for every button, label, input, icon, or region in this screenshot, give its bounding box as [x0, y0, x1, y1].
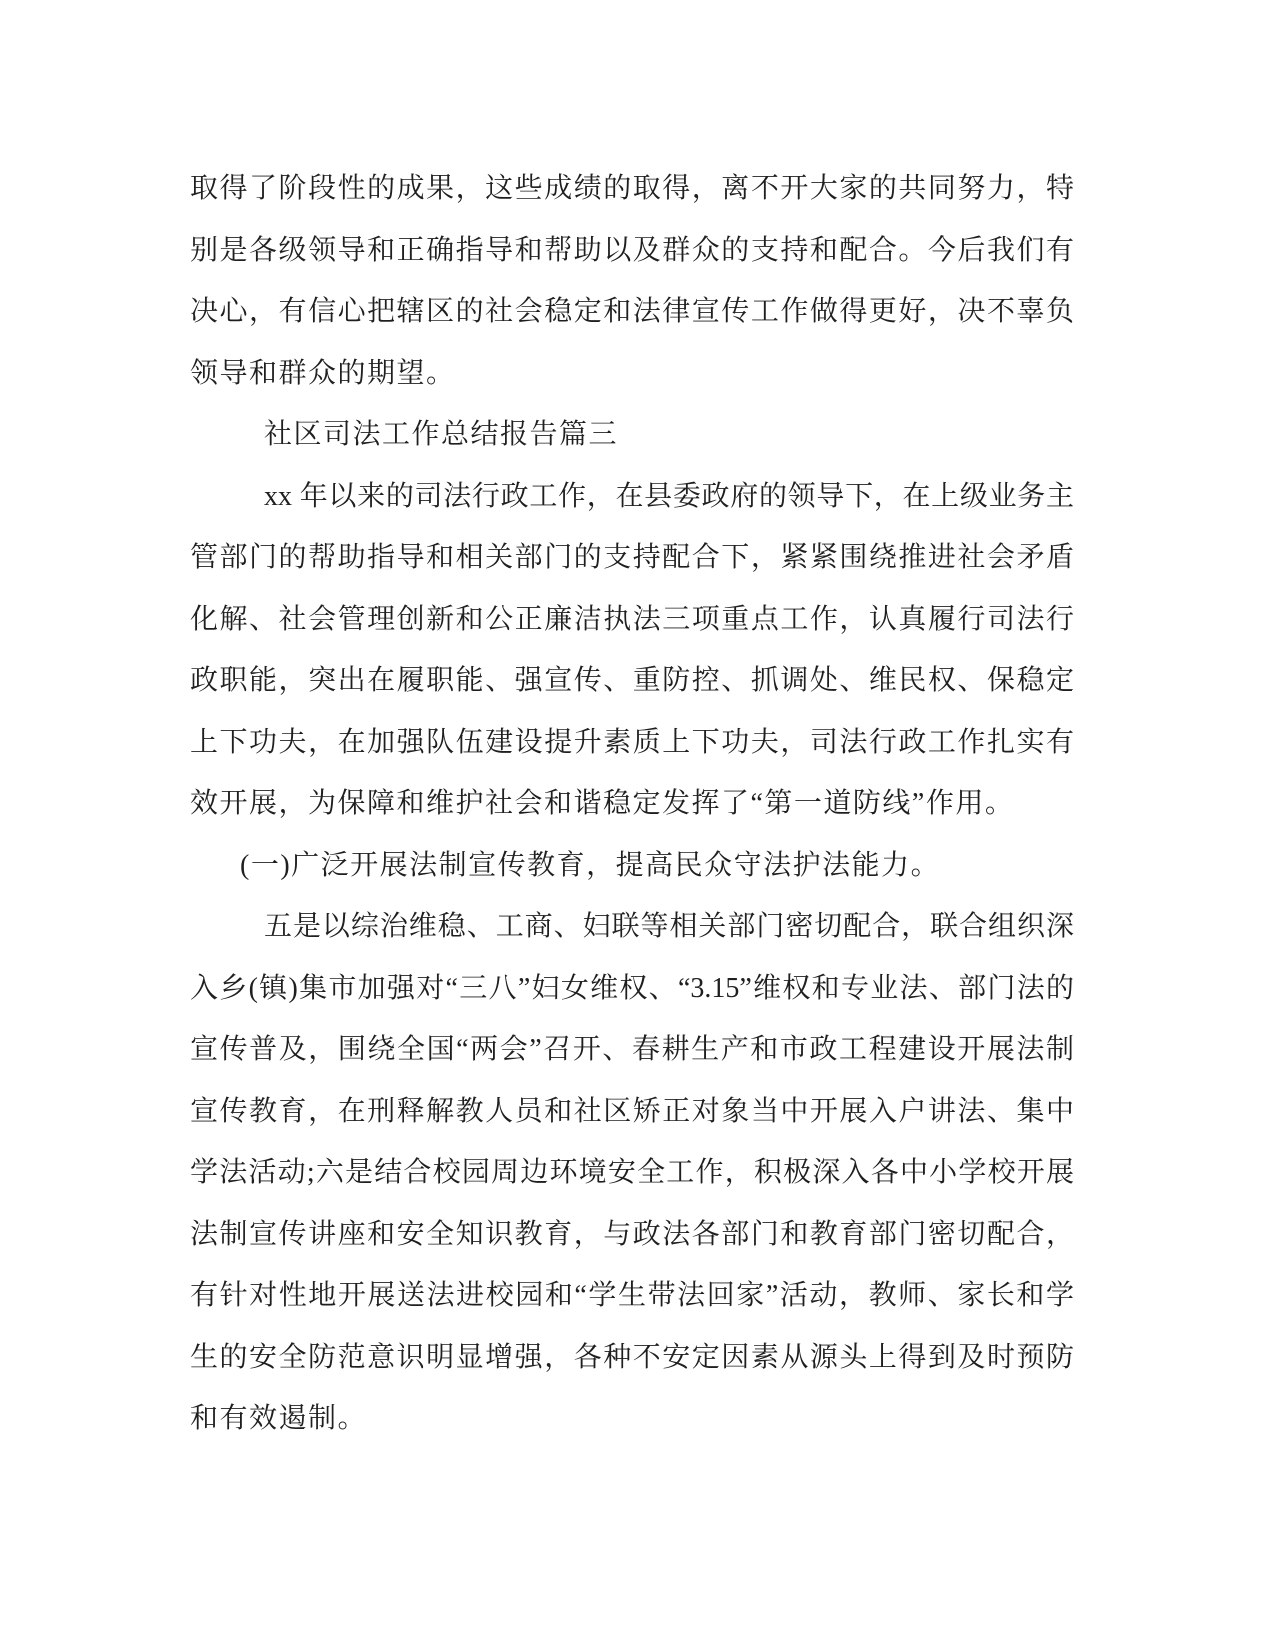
paragraph-line: 入乡(镇)集市加强对“三八”妇女维权、“3.15”维权和专业法、部门法的	[190, 972, 1074, 1004]
subsection-heading: (一)广泛开展法制宣传教育，提高民众守法护法能力。	[240, 849, 941, 881]
paragraph-line: 取得了阶段性的成果，这些成绩的取得，离不开大家的共同努力，特	[190, 173, 1074, 204]
paragraph-line: 有针对性地开展送法进校园和“学生带法回家”活动，教师、家长和学	[190, 1280, 1074, 1311]
paragraph-line: 上下功夫，在加强队伍建设提升素质上下功夫，司法行政工作扎实有	[190, 726, 1074, 758]
paragraph-line: 宣传普及，围绕全国“两会”召开、春耕生产和市政工程建设开展法制	[190, 1034, 1074, 1065]
paragraph-line: xx 年以来的司法行政工作，在县委政府的领导下，在上级业务主	[264, 480, 1074, 512]
paragraph-line: 管部门的帮助指导和相关部门的支持配合下，紧紧围绕推进社会矛盾	[190, 542, 1074, 573]
paragraph-line: 领导和群众的期望。	[190, 357, 456, 389]
document-body	[190, 158, 1074, 1450]
paragraph-line: 和有效遏制。	[190, 1403, 368, 1434]
section-heading: 社区司法工作总结报告篇三	[264, 419, 619, 450]
paragraph-line: 决心，有信心把辖区的社会稳定和法律宣传工作做得更好，决不辜负	[190, 296, 1074, 327]
paragraph-line: 五是以综治维稳、工商、妇联等相关部门密切配合，联合组织深	[264, 911, 1074, 942]
paragraph-line: 别是各级领导和正确指导和帮助以及群众的支持和配合。今后我们有	[190, 234, 1074, 266]
paragraph-line: 法制宣传讲座和安全知识教育，与政法各部门和教育部门密切配合，	[190, 1218, 1074, 1250]
paragraph-line: 生的安全防范意识明显增强，各种不安定因素从源头上得到及时预防	[190, 1341, 1074, 1373]
paragraph-line: 效开展，为保障和维护社会和谐稳定发挥了“第一道防线”作用。	[190, 788, 1015, 819]
paragraph-line: 学法活动;六是结合校园周边环境安全工作，积极深入各中小学校开展	[190, 1157, 1074, 1188]
paragraph-line: 政职能，突出在履职能、强宣传、重防控、抓调处、维民权、保稳定	[190, 665, 1074, 696]
paragraph-line: 化解、社会管理创新和公正廉洁执法三项重点工作，认真履行司法行	[190, 603, 1074, 635]
paragraph-line: 宣传教育，在刑释解教人员和社区矫正对象当中开展入户讲法、集中	[190, 1095, 1074, 1127]
